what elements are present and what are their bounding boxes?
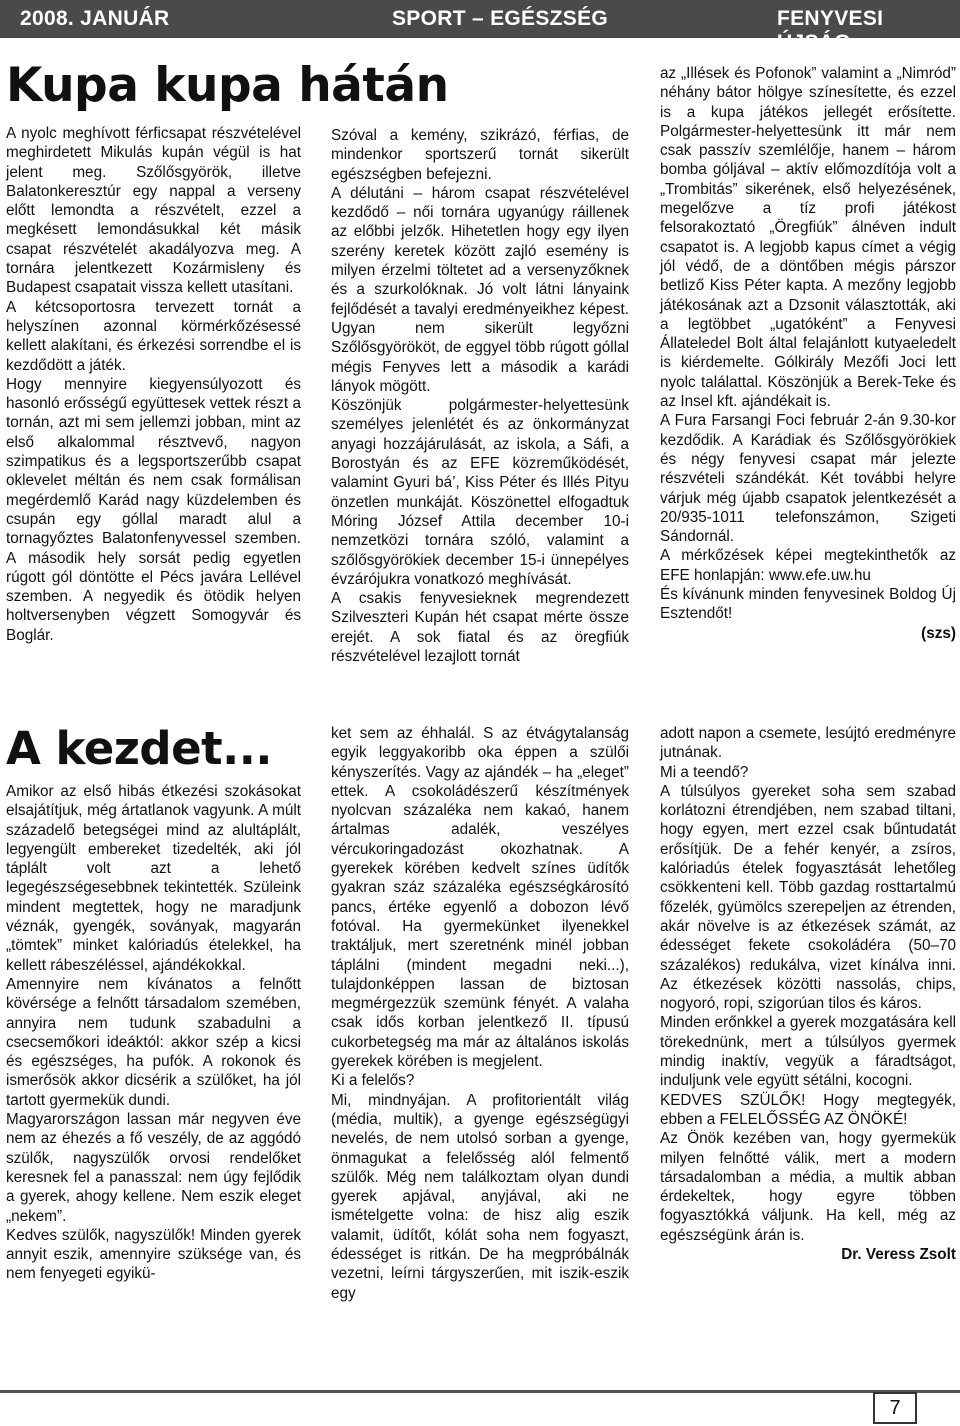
article2-paragraph: adott napon a csemete, lesújtó eredményre jutnának. [660, 725, 956, 762]
page-header-band [0, 0, 960, 54]
article1-title: Kupa kupa hátán [6, 58, 449, 113]
article2-paragraph: Minden erőnkkel a gyerek mozgatására kell törekednünk, mert a túlsúlyos gyermek mindig inaktív, vegyük a fáradtságot, induljunk vele együtt sétálni, kocogni. [660, 1014, 956, 1090]
article1-paragraph: Szóval a kemény, szikrázó, férfias, de mindenkor sportszerű tornát sikerült egészségben befejezni. [331, 127, 629, 183]
article1-column-1 [6, 124, 301, 645]
article2-paragraph: KEDVES SZÜLŐK! Hogy megtegyék, ebben a FELELŐSSÉG AZ ÖNÖKÉ! [660, 1091, 956, 1128]
article2-subheading: Ki a felelős? [331, 1072, 415, 1090]
article2-column-1 [6, 782, 301, 1284]
page-number: 7 [873, 1392, 917, 1424]
article1-paragraph: A nyolc meghívott férficsapat részvételével meghirdetett Mikulás kupán végül is hat jelent meg. Szőlősgyörök, illetve Balatonkeresztúr egy nappal a verseny előtt lemondta a részvételt, ezzel a megkésett lemondásukkal két másik csapat részvételét akadályozva meg. A tornára jelentkezett Kozármisleny és Budapest csapatait vissza kellett utasítani. [6, 125, 301, 297]
header-date: 2008. JANUÁR [20, 7, 170, 30]
article1-paragraph: Köszönjük polgármester-helyettesünk személyes jelenlétét és az önkormányzat anyagi hozzájárulását, az iskola, a Sáfi, a Borostyán és az EFE közreműködését, valamint Gyuri bá’, Kiss Péter és Illés Pityu önzetlen munkáját. Köszönettel elfogadtuk Móring József Attila december 10-i nemzetközi tornára szóló, valamint a szőlősgyörökiek december 15-i ünnepélyes évzárójukra vonatkozó meghívását. [331, 397, 629, 588]
article1-signature: (szs) [921, 624, 956, 642]
article2-paragraph: ket sem az éhhalál. S az étvágytalanság egyik leggyakoribb oka éppen a szülői kényszerítés. Vagy az ajándék – ha „eleget” ettek. A csokoládészerű készítmények nyolcvan százaléka nem kakaó, hanem ártalmas adalék, veszélyes vércukoringadozást okozhatnak. A gyerekek körében kedvelt színes üdítők gyakran száz százaléka egészségkárosító pancs, értéke egyenlő a dobozon lévő fotóval. Ha gyermekünket ilyenekkel traktáljuk, mert szeretnénk minél jobban táplálni (mindent megadni neki...), tulajdonképpen lassan de biztosan megmérgezzük szemünk fényét. A valaha csak idős korban jelentkező II. típusú cukorbetegség ma már az általános iskolás gyerekek körében is megjelent. [331, 725, 629, 1071]
article1-paragraph: A délutáni – három csapat részvételével kezdődő – női tornára ugyanúgy ráillenek az előbbi jelzők. Hihetetlen hogy egy ilyen szerény keretek között zajló esemény is milyen érzelmi töltetet ad a versenyzőknek és a szurkolóknak. Jó volt látni lányaink fejlődését a tavalyi eredményeikhez képest. Ugyan nem sikerült legyőzni Szőlősgyörököt, de eggyel több rúgott góllal mégis Fenyves lett a második a karádi lányok mögött. [331, 184, 629, 395]
article2-paragraph: Mi, mindnyájan. A profitorientált világ (média, multik), a gyenge egészségügyi nevelés, de nem utolsó sorban a gyenge, önmagukat a felelősség alól felmentő szülők. Még nem találkoztam olyan dundi gyerek apjával, anyjával, aki ne ismételgette volna: de hisz alig eszik valamit, üdítőt, kólát soha nem fogyaszt, édességet is ritkán. De ha megpróbálnák vezetni, leírni tárgyszerűen, mit iszik-eszik egy [331, 1091, 629, 1302]
article2-paragraph: Az Önök kezében van, hogy gyermekük milyen felnőtté válik, mert a modern társadalomban a média, a multik abban érdekeltek, hogy egyre többen fogyasztókká váljunk. Ha kell, még az egészségünk árán is. [660, 1130, 956, 1244]
article1-paragraph: A Fura Farsangi Foci február 2-án 9.30-kor kezdődik. A Karádiak és Szőlősgyörökiek és négy fenyvesi csapat már jelezte részvételi szándékát. Két további helyre várjuk még újabb csapatok jelentkezését a 20/935-1011 telefonszámon, Szigeti Sándornál. [660, 412, 956, 546]
article1-paragraph: És kívánunk minden fenyvesinek Boldog Új Esztendőt! [660, 586, 956, 623]
article2-paragraph: Kedves szülők, nagyszülők! Minden gyerek annyit eszik, amennyire szüksége van, és nem fenyegeti egyikü- [6, 1226, 301, 1283]
header-section: SPORT – EGÉSZSÉG [392, 7, 609, 30]
article1-paragraph: Hogy mennyire kiegyensúlyozott és hasonló erősségű együttesek vettek részt a tornán, azt mi sem jellemzi jobban, mint az első alkalommal résztvevő, nagyon szimpatikus és a legsportszerűbb csapat oklevelet méltán és nem csak formálisan megérdemlő Karád nagy küzdelemben és csupán egy góllal maradt alul a tornagyőztes Balatonfenyvessel szemben. A második hely sorsát pedig egyetlen rúgott gól döntötte el Pécs javára Lellével szemben. A negyedik és ötödik helyen holtversenyben végzett Somogyvár és Boglár. [6, 375, 301, 644]
article1-paragraph: A kétcsoportosra tervezett tornát a helyszínen azonnal körmérkőzésessé kellett alakítani, és érkezési sorrendbe el is kezdődött a játék. [6, 298, 301, 374]
article1-paragraph: A csakis fenyvesieknek megrendezett Szilveszteri Kupán hét csapat mérte össze erejét. A sok fiatal és az öregfiúk részvételével lezajlott tornát [331, 590, 629, 666]
article2-paragraph: A túlsúlyos gyereket soha sem szabad korlátozni étrendjében, nem szabad tiltani, hogy egyen, mert ezzel csak bűntudatát erősítjük. De a fehér kenyér, a zsíros, kalóriadús ételek fogyasztását lehetőleg csökkenteni kell. Több gazdag rosttartalmú főzelék, gyümölcs szerepeljen az étrenden, akár növelve is az étkezések számát, az édességet fekete csokoládéra (50–70 százalékos) redukálva, vizet kínálva inni. Az étkezések közötti nassolás, chips, nogyoró, ropi, szigorúan tilos és káros. [660, 782, 956, 1013]
article2-column-2 [331, 724, 629, 1303]
article2-column-3 [660, 724, 956, 1264]
article1-column-3 [660, 64, 956, 643]
article1-column-2 [331, 126, 629, 666]
article2-title: A kezdet... [6, 722, 272, 775]
header-paper-name: FENYVESI ÚJSÁG [777, 7, 884, 54]
footer-rule [0, 1390, 960, 1393]
article2-paragraph: Amennyire nem kívánatos a felnőtt kövérsége a felnőtt társadalom szemében, annyira nem tudunk szabadulni a csecsemőkori ideáktól: akkor szép a kicsi és egészséges, ha pufók. A rokonok és ismerősök akkor dicsérik a szülőket, ha jól tartott gyermekük dundi. [6, 975, 301, 1109]
article1-paragraph: az „Illések és Pofonok” valamint a „Nimród” néhány bátor hölgye színesítette, és ezzel is a kupa játékos jellegét erősítette. Polgármester-helyettesünk itt már nem csak passzív szemlélője, hanem – három bomba góljával – aktív előmozdítója volt a „Trombitás” sikerének, első helyezésének, megelőzve a tíz profi játékost felsorakoztató „Öregfiúk” álnéven indult csapatot is. A legjobb kapus címet a végig jól védő, de a döntőben mégis párszor betliző Kiss Péter kapta. A mezőny legjobb játékosának azt a Dzsonit választották, aki a legtöbbet „ugatóként” a Fenyvesi Állateledel Bolt által felajánlott kutyaeledelt is kiérdemelte. Gólkirály Mezőfi Joci lett nyolc találattal. Köszönjük a Berek-Teke és az Insel kft. ajándékait is. [660, 65, 956, 411]
article2-paragraph: Amikor az első hibás étkezési szokásokat elsajátítjuk, még ártatlanok vagyunk. A múlt századelő betegségei mind az alultáplált, legyengült embereket tizedelték, aki jól táplált volt azt a lehető legegészségesebbnek tekintették. Szüleink mindent megtettek, hogy ne maradjunk véznák, gyengék, soványak, magyarán „tömtek” minket kalóriadús ételekkel, ha kellett rábeszéléssel, ajándékokkal. [6, 783, 301, 974]
article2-paragraph: Magyarországon lassan már negyven éve nem az éhezés a fő veszély, de az aggódó szülők, nagyszülők orvosi rendelőket keresnek fel a panasszal: nem úgy fejlődik a gyerek, ahogy kellene. Nem eszik eleget „nekem”. [6, 1111, 301, 1225]
article2-subheading: Mi a teendő? [660, 763, 749, 781]
article2-signature: Dr. Veress Zsolt [841, 1246, 956, 1264]
article1-paragraph: A mérkőzések képei megtekinthetők az EFE honlapján: www.efe.uw.hu [660, 547, 956, 584]
